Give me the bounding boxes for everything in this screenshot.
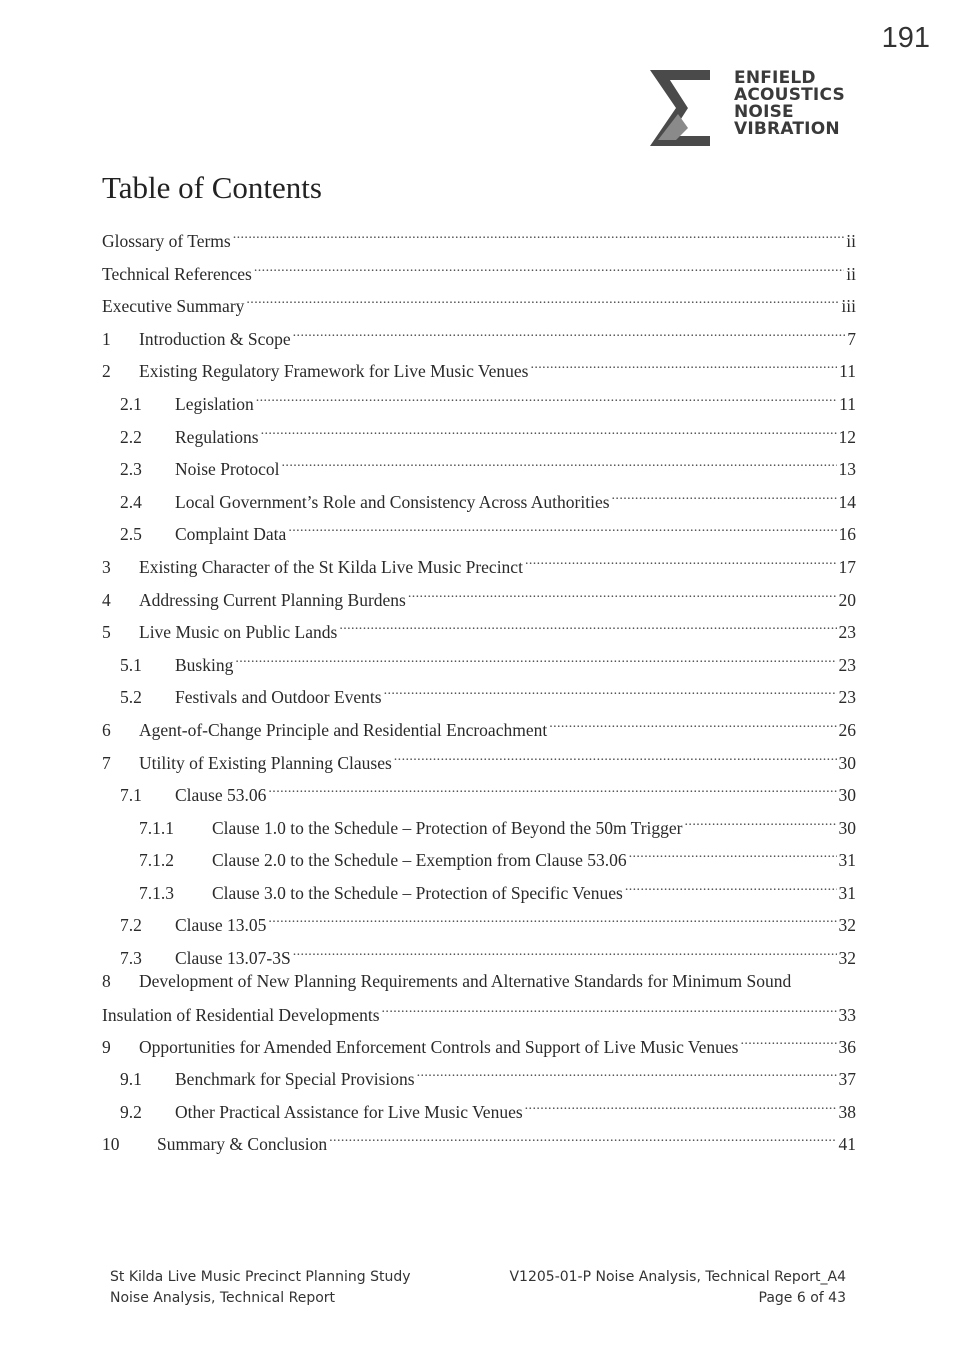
toc-entry-number: 5 — [102, 622, 111, 643]
toc-entry[interactable] — [102, 871, 856, 904]
toc-leader-dots — [740, 1025, 836, 1053]
toc-entry[interactable] — [102, 675, 856, 708]
toc-entry[interactable] — [102, 512, 856, 545]
toc-leader-dots — [525, 545, 837, 573]
toc-leader-dots — [530, 349, 837, 377]
toc-leader-dots — [235, 643, 836, 671]
toc-leader-dots — [629, 838, 837, 866]
toc-entry-number: 1 — [102, 328, 111, 349]
toc-entry-number: 10 — [102, 1134, 120, 1155]
toc-entry-page: 11 — [839, 361, 856, 382]
toc-entry-page: 31 — [838, 850, 856, 871]
toc-entry-label: Existing Regulatory Framework for Live Music Venues — [139, 361, 529, 382]
toc-entry-label: Live Music on Public Lands — [139, 622, 338, 643]
toc-entry[interactable] — [102, 415, 856, 448]
toc-entry[interactable] — [102, 1025, 856, 1058]
toc-entry-page: 14 — [838, 491, 856, 512]
toc-leader-dots — [233, 219, 845, 247]
toc-leader-dots — [256, 382, 837, 410]
toc-entry-page: 13 — [838, 459, 856, 480]
toc-entry-page: 32 — [838, 915, 856, 936]
toc-entry-label: Technical References — [102, 263, 252, 284]
toc-entry[interactable] — [102, 741, 856, 774]
toc-entry-label: Clause 2.0 to the Schedule – Exemption from Clause 53.06 — [212, 850, 627, 871]
toc-entry-label: Clause 13.05 — [175, 915, 267, 936]
toc-leader-dots — [549, 708, 836, 736]
toc-entry-label: Opportunities for Amended Enforcement Controls and Support of Live Music Venues — [139, 1036, 739, 1057]
toc-entry-label: Agent-of-Change Principle and Residential Encroachment — [139, 719, 548, 740]
toc-entry-label: Busking — [175, 654, 234, 675]
toc-entry-page: 41 — [838, 1134, 856, 1155]
toc-entry-page: iii — [841, 296, 856, 317]
toc-leader-dots — [288, 512, 836, 540]
toc-entry-number: 7.1.2 — [139, 850, 174, 871]
toc-entry-page: 16 — [838, 524, 856, 545]
toc-entry-page: 20 — [838, 589, 856, 610]
toc-entry-number: 5.2 — [120, 687, 142, 708]
toc-entry-page: 30 — [838, 752, 856, 773]
toc-leader-dots — [394, 741, 837, 769]
toc-entry-number: 7.1.1 — [139, 817, 174, 838]
toc-entry-page: 23 — [838, 622, 856, 643]
toc-entry[interactable] — [102, 252, 856, 285]
toc-entry-number: 4 — [102, 589, 111, 610]
toc-entry-number: 2.2 — [120, 426, 142, 447]
toc-entry[interactable] — [102, 903, 856, 936]
toc-entry[interactable] — [102, 610, 856, 643]
toc-entry-number: 2.1 — [120, 393, 142, 414]
page-title: Table of Contents — [102, 170, 322, 205]
toc-entry[interactable] — [102, 219, 856, 252]
toc-entry-page: 12 — [838, 426, 856, 447]
toc-entry-number: 7 — [102, 752, 111, 773]
toc-entry[interactable] — [102, 708, 856, 741]
toc-leader-dots — [525, 1090, 837, 1118]
toc-entry-page: 36 — [838, 1036, 856, 1057]
toc-entry-label: Noise Protocol — [175, 459, 280, 480]
toc-leader-dots — [417, 1057, 837, 1085]
toc-entry-page: 23 — [838, 654, 856, 675]
toc-entry[interactable] — [102, 773, 856, 806]
toc-entry-number: 3 — [102, 556, 111, 577]
toc-entry[interactable] — [102, 284, 856, 317]
toc-entry-number: 9.1 — [120, 1069, 142, 1090]
toc-entry[interactable] — [102, 545, 856, 578]
toc-entry[interactable] — [102, 317, 856, 350]
toc-entry-label: Existing Character of the St Kilda Live Music Precinct — [139, 556, 523, 577]
toc-entry[interactable] — [102, 1090, 856, 1123]
table-of-contents — [102, 219, 856, 1155]
toc-leader-dots — [268, 903, 836, 931]
toc-entry-label: Summary & Conclusion — [157, 1134, 328, 1155]
footer-report-title: Noise Analysis, Technical Report — [110, 1290, 336, 1306]
toc-entry-number: 2.4 — [120, 491, 142, 512]
toc-entry-number: 9.2 — [120, 1101, 142, 1122]
toc-leader-dots — [339, 610, 836, 638]
toc-leader-dots — [329, 1122, 836, 1150]
logo-wordmark — [734, 70, 845, 138]
toc-leader-dots — [261, 415, 837, 443]
toc-entry-label-continued: Insulation of Residential Developments — [102, 1004, 380, 1025]
toc-entry-page: 7 — [847, 328, 856, 349]
toc-entry-number: 5.1 — [120, 654, 142, 675]
toc-entry-label: Complaint Data — [175, 524, 287, 545]
sigma-logo-icon — [648, 68, 718, 148]
toc-entry[interactable] — [102, 578, 856, 611]
toc-entry-page: 30 — [838, 817, 856, 838]
toc-entry-page: 26 — [838, 719, 856, 740]
toc-leader-dots — [282, 447, 837, 475]
toc-entry-number: 7.3 — [120, 948, 142, 969]
footer-page-indicator: Page 6 of 43 — [758, 1290, 846, 1306]
toc-entry-page: 38 — [838, 1101, 856, 1122]
toc-entry-label: Benchmark for Special Provisions — [175, 1069, 415, 1090]
toc-entry-label: Introduction & Scope — [139, 328, 291, 349]
toc-entry-label: Glossary of Terms — [102, 231, 231, 251]
toc-entry-label: Clause 13.07-3S — [175, 948, 291, 969]
toc-entry-page: 31 — [838, 882, 856, 903]
toc-leader-dots — [625, 871, 837, 899]
toc-entry[interactable] — [102, 349, 856, 382]
toc-entry-number: 2.3 — [120, 459, 142, 480]
toc-entry-number: 7.2 — [120, 915, 142, 936]
toc-leader-dots — [382, 993, 837, 1021]
toc-leader-dots — [685, 806, 837, 834]
toc-entry-label: Clause 3.0 to the Schedule – Protection of Specific Venues — [212, 882, 623, 903]
logo-line-1: ENFIELD — [734, 68, 816, 88]
toc-entry-label: Legislation — [175, 393, 254, 414]
page-number: 191 — [881, 22, 930, 54]
toc-entry[interactable] — [102, 838, 856, 871]
toc-entry-label: Addressing Current Planning Burdens — [139, 589, 406, 610]
toc-entry-number: 8 — [102, 970, 111, 991]
toc-entry-page: 37 — [838, 1069, 856, 1090]
toc-entry-page: 32 — [838, 948, 856, 969]
toc-entry[interactable] — [102, 969, 856, 1025]
toc-entry-label: Executive Summary — [102, 296, 245, 317]
toc-entry[interactable] — [102, 806, 856, 839]
toc-entry-label: Festivals and Outdoor Events — [175, 687, 382, 708]
toc-entry-page: 17 — [838, 556, 856, 577]
toc-entry[interactable] — [102, 1122, 856, 1155]
toc-leader-dots — [408, 578, 837, 606]
toc-entry-label: Clause 53.06 — [175, 785, 267, 806]
toc-entry-page: 30 — [838, 785, 856, 806]
toc-leader-dots — [293, 317, 846, 345]
logo-line-4: VIBRATION — [734, 119, 840, 139]
toc-entry-number: 6 — [102, 719, 111, 740]
toc-entry-label: Regulations — [175, 426, 259, 447]
toc-entry-number: 9 — [102, 1036, 111, 1057]
toc-leader-dots — [246, 284, 839, 312]
toc-entry[interactable] — [102, 382, 856, 415]
logo-line-3: NOISE — [734, 102, 794, 122]
toc-leader-dots — [293, 936, 837, 964]
toc-leader-dots — [268, 773, 836, 801]
toc-entry-label: Utility of Existing Planning Clauses — [139, 752, 392, 773]
footer-document-reference: V1205-01-P Noise Analysis, Technical Report_A4 — [509, 1269, 846, 1285]
toc-entry[interactable] — [102, 643, 856, 676]
toc-entry-page: ii — [846, 263, 856, 284]
toc-entry-number: 7.1.3 — [139, 882, 174, 903]
toc-entry-number: 2.5 — [120, 524, 142, 545]
toc-entry-page: 23 — [838, 687, 856, 708]
toc-entry-number: 2 — [102, 361, 111, 382]
toc-entry[interactable] — [102, 1057, 856, 1090]
toc-entry-number: 7.1 — [120, 785, 142, 806]
toc-entry-page: ii — [846, 231, 856, 251]
toc-entry[interactable] — [102, 936, 856, 969]
logo-line-2: ACOUSTICS — [734, 85, 845, 105]
toc-entry-label: Local Government’s Role and Consistency Across Authorities — [175, 491, 610, 512]
toc-leader-dots — [384, 675, 837, 703]
toc-entry-label: Other Practical Assistance for Live Music Venues — [175, 1101, 523, 1122]
toc-entry-page: 33 — [838, 1004, 856, 1025]
company-logo — [648, 68, 848, 148]
toc-entry-label: Clause 1.0 to the Schedule – Protection of Beyond the 50m Trigger — [212, 817, 683, 838]
toc-entry-label: Development of New Planning Requirements and Alternative Standards for Minimum Sound — [139, 970, 792, 991]
toc-entry[interactable] — [102, 447, 856, 480]
toc-leader-dots — [254, 252, 844, 280]
toc-entry-page: 11 — [839, 393, 856, 414]
footer-project-title: St Kilda Live Music Precinct Planning Study — [110, 1269, 411, 1285]
toc-entry[interactable] — [102, 480, 856, 513]
toc-leader-dots — [612, 480, 837, 508]
